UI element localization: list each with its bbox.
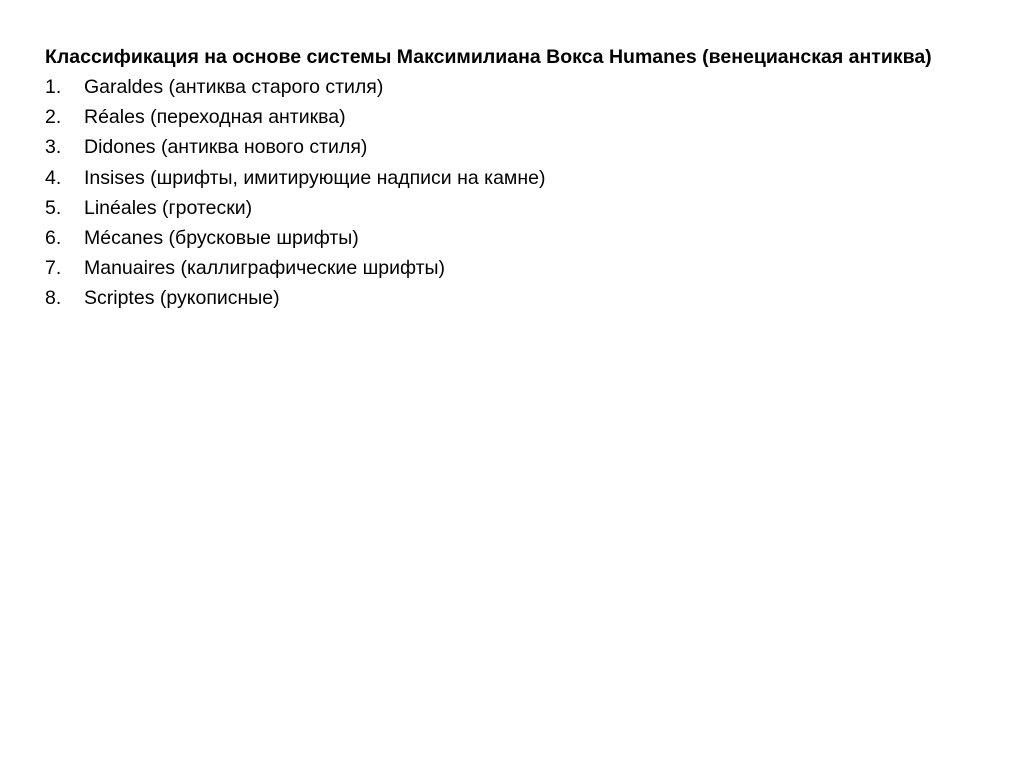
slide-content xyxy=(45,42,975,314)
list-item-text: Mécanes (брусковые шрифты) xyxy=(84,227,359,250)
list-item-text: Didones (антиква нового стиля) xyxy=(84,136,368,159)
list-item-text: Réales (переходная антиква) xyxy=(84,106,346,129)
list-item xyxy=(45,253,975,283)
list-item-number: 2. xyxy=(45,106,62,129)
list-item-number: 5. xyxy=(45,196,62,219)
list-item xyxy=(45,132,975,162)
list-item xyxy=(45,163,975,193)
list-item xyxy=(45,193,975,223)
classification-list xyxy=(45,72,975,314)
list-item-text: Scriptes (рукописные) xyxy=(84,287,280,310)
list-item-number: 3. xyxy=(45,136,62,159)
list-item-text: Linéales (гротески) xyxy=(84,196,253,219)
list-item xyxy=(45,72,975,102)
list-item-number: 4. xyxy=(45,166,62,189)
list-item-text: Insises (шрифты, имитирующие надписи на камне) xyxy=(84,166,546,189)
list-item-number: 8. xyxy=(45,287,62,310)
list-item xyxy=(45,223,975,253)
list-item-number: 1. xyxy=(45,76,62,98)
list-item-number: 7. xyxy=(45,257,62,280)
list-item-number: 6. xyxy=(45,227,62,250)
list-item-text: Manuaires (каллиграфические шрифты) xyxy=(84,257,446,280)
list-item xyxy=(45,283,975,313)
slide-title: Классификация на основе системы Максимилиана Вокса Humanes (венецианская антиква) xyxy=(45,46,932,68)
list-item xyxy=(45,102,975,132)
list-item-text: Garaldes (антиква старого стиля) xyxy=(84,76,384,98)
